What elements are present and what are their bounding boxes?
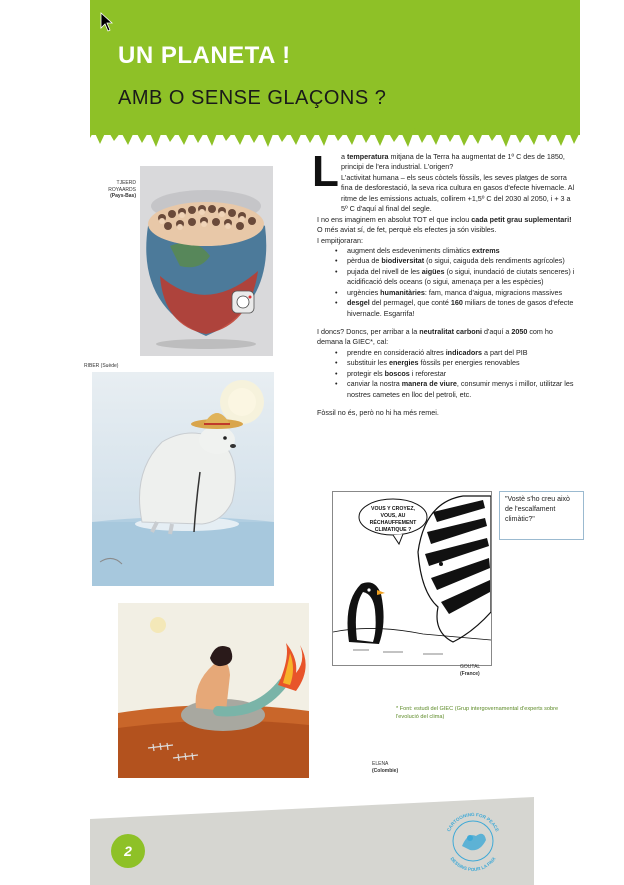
- list-item: • pujada del nivell de les aigües (o sigui, inundació de ciutats senceres) i acidificació dels oceans (o sigui, amenaça per a les espècies): [347, 267, 577, 288]
- list-item: • canviar la nostra manera de viure, consumir menys i millor, utilitzar les nostres cametes en lloc del petroli, etc.: [347, 379, 577, 400]
- list-item: • urgències humanitàries: fam, manca d'aigua, migracions massives: [347, 288, 577, 298]
- svg-text:CLIMATIQUE ?: CLIMATIQUE ?: [374, 527, 412, 533]
- paragraph-4: O més aviat sí, de fet, perquè els efectes ja són visibles.: [317, 225, 497, 235]
- list-item: • protegir els boscos i reforestar: [347, 369, 577, 379]
- svg-text:RÉCHAUFFEMENT: RÉCHAUFFEMENT: [369, 520, 417, 526]
- page-title: UN PLANETA !: [118, 42, 291, 69]
- effects-list: [317, 246, 577, 319]
- paragraph-3: I no ens imaginem en absolut TOT el que inclou cada petit grau suplementari!: [317, 214, 572, 224]
- list-item: • augment dels esdeveniments climàtics extrems: [347, 246, 577, 256]
- article-body: [317, 152, 577, 419]
- paragraph-5: I empitjoraran:: [317, 235, 363, 245]
- illustration-globe-pot: [140, 166, 273, 356]
- paragraph-6: I doncs? Doncs, per arribar a la neutralitat carboni d'aquí a 2050 com ho demana la GIEC*, cal:: [317, 327, 553, 347]
- credit-goutal: GOUTAL (France): [460, 664, 481, 677]
- svg-text:VOUS, AU: VOUS, AU: [380, 513, 406, 519]
- list-item: • pèrdua de biodiversitat (o sigui, caiguda dels rendiments agrícoles): [347, 256, 577, 266]
- paragraph-1: a temperatura mitjana de la Terra ha augmentat de 1º C des de 1850, principi de l'era industrial. L'origen?: [341, 152, 565, 172]
- quote-box: "Vostè s'ho creu això de l'escalfament climàtic?": [499, 491, 584, 540]
- illustration-zebra-penguin: [332, 491, 492, 666]
- credit-elena: ELENA (Colombie): [372, 761, 399, 774]
- page-subtitle: AMB O SENSE GLAÇONS ?: [118, 87, 387, 109]
- credit-royaards: TJEERD ROYAARDS (Pays-Bas): [108, 180, 136, 199]
- illustration-polar-bear: [92, 372, 274, 586]
- svg-text:CARTOONING FOR PEACE: CARTOONING FOR PEACE: [446, 811, 500, 833]
- paragraph-2: L'activitat humana – els seus còctels fòssils, les seves platges de sorra fina de desforestació, la seva rica cultura en gasos d'efecte hivernacle. Al ritme de les emissions actuals, collirem +1,5º C del 2030 al 2050, i + 3 a 5º C d'aquí al final del segle.: [341, 172, 575, 214]
- cartooning-for-peace-logo: [440, 808, 506, 874]
- list-item: • prendre en consideració altres indicadors a part del PIB: [347, 348, 577, 358]
- illustration-mermaid: [118, 603, 309, 778]
- svg-text:DESSINS POUR LA PAIX: DESSINS POUR LA PAIX: [449, 856, 497, 873]
- actions-list: [317, 348, 577, 400]
- list-item: • desgel del permagel, que conté 160 miliars de tones de gasos d'efecte hivernacle. Esgarrifa!: [347, 298, 577, 319]
- page-number: 2: [111, 834, 145, 868]
- mouse-cursor-icon: [100, 12, 114, 32]
- paragraph-7: Fòssil no és, però no hi ha més remei.: [317, 408, 439, 418]
- footnote: * Font: estudi del GIEC (Grup intergovernamental d'experts sobre l'evolució del clima): [396, 706, 559, 721]
- svg-text:VOUS Y CROYEZ,: VOUS Y CROYEZ,: [371, 506, 415, 512]
- drop-cap: L: [312, 147, 339, 196]
- credit-riber: RIBER (Suède): [84, 363, 119, 369]
- list-item: • substituir les energies fòssils per energies renovables: [347, 358, 577, 368]
